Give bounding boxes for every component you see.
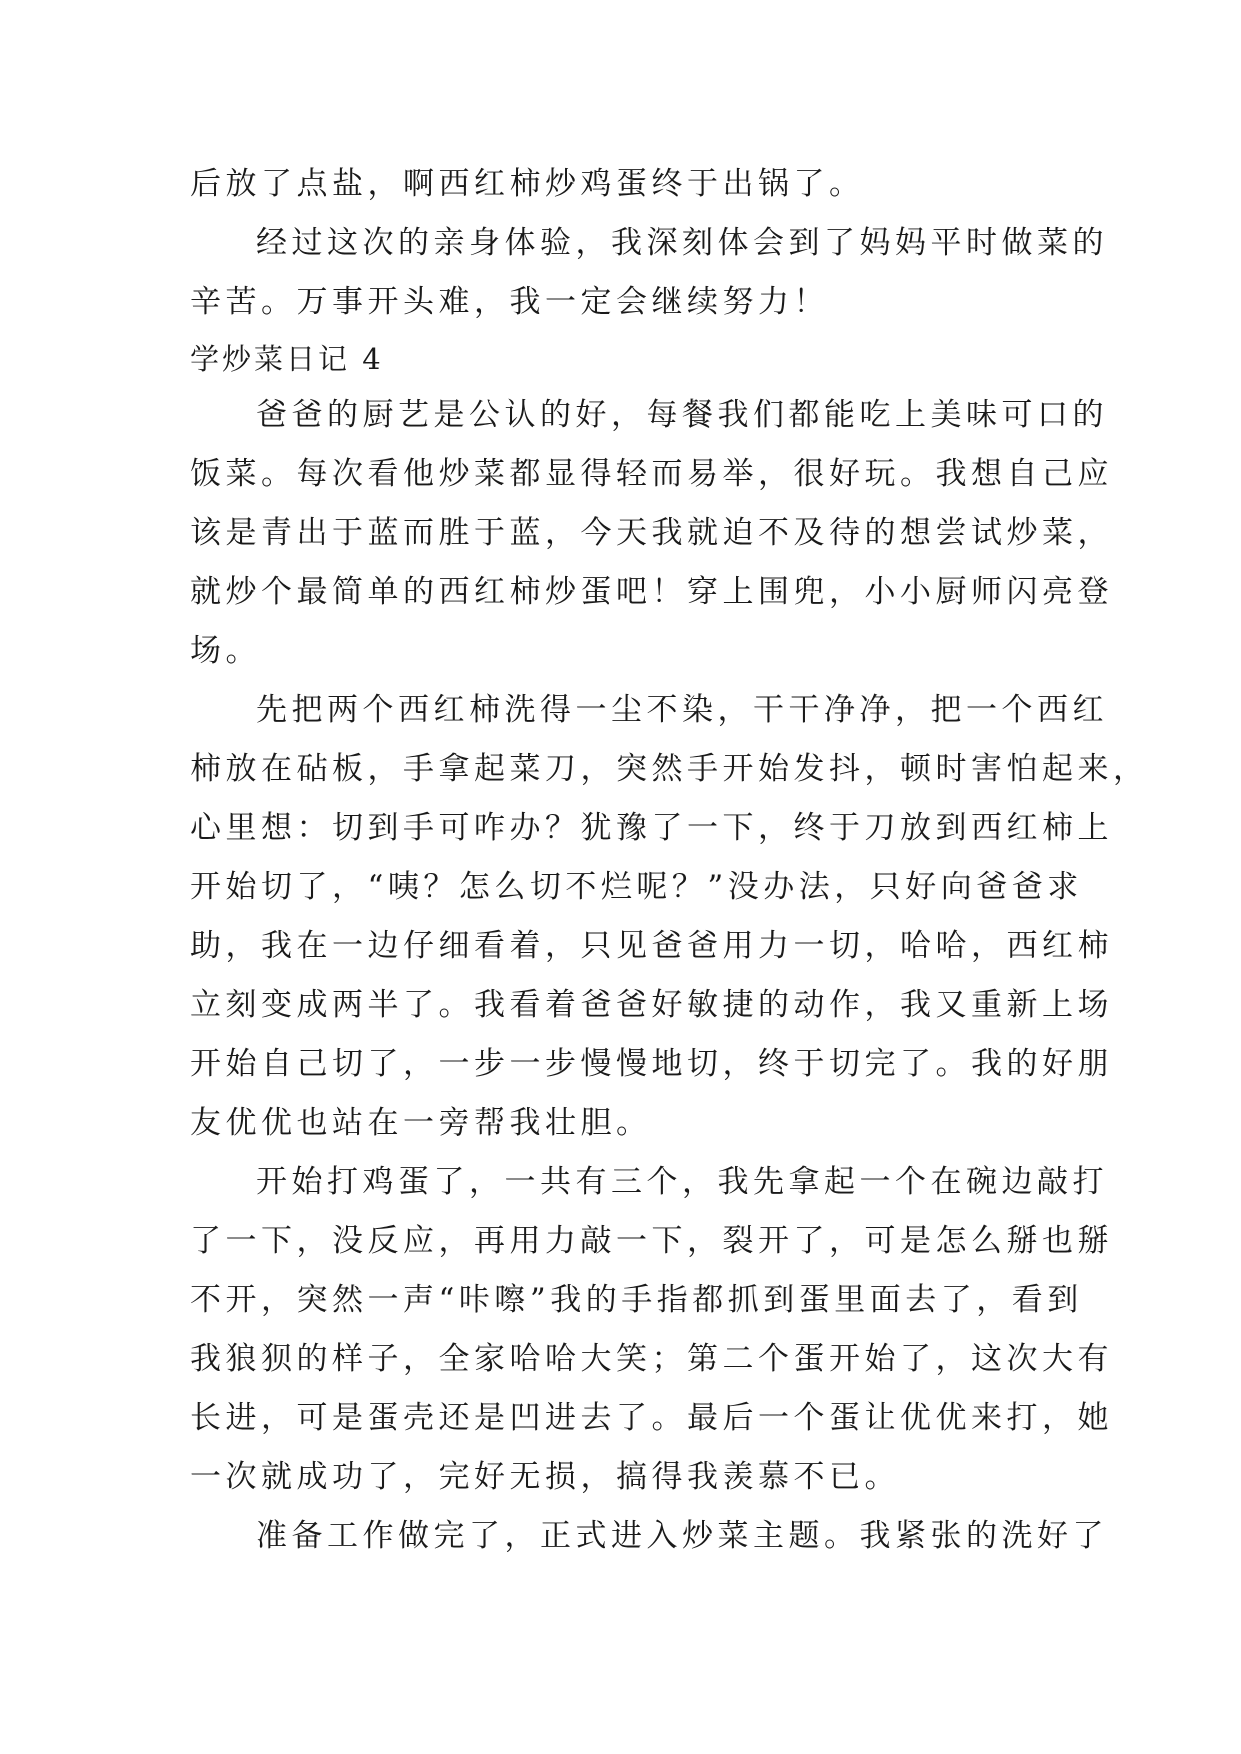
section-heading: 学炒菜日记 4 [190, 342, 384, 376]
text-line: 不开，突然一声“咔嚓”我的手指都抓到蛋里面去了，看到 [190, 1282, 1083, 1318]
text-line: 柿放在砧板，手拿起菜刀，突然手开始发抖，顿时害怕起来， [190, 751, 1149, 787]
text-line: 爸爸的厨艺是公认的好，每餐我们都能吃上美味可口的 [256, 397, 1108, 433]
text-line: 长进，可是蛋壳还是凹进去了。最后一个蛋让优优来打，她 [190, 1400, 1113, 1436]
text-line: 助，我在一边仔细看着，只见爸爸用力一切，哈哈，西红柿 [190, 928, 1113, 964]
text-line: 先把两个西红柿洗得一尘不染，干干净净，把一个西红 [256, 692, 1108, 728]
text-line: 饭菜。每次看他炒菜都显得轻而易举，很好玩。我想自己应 [190, 456, 1113, 492]
text-line: 经过这次的亲身体验，我深刻体会到了妈妈平时做菜的 [256, 225, 1108, 261]
text-line: 场。 [190, 633, 261, 669]
paragraph [190, 1153, 1113, 1507]
text-line: 友优优也站在一旁帮我壮胆。 [190, 1105, 652, 1141]
text-line: 该是青出于蓝而胜于蓝，今天我就迫不及待的想尝试炒菜， [190, 515, 1113, 551]
text-line: 开始切了，“咦？怎么切不烂呢？”没办法，只好向爸爸求 [190, 869, 1083, 905]
text-line: 就炒个最简单的西红柿炒蛋吧！穿上围兜，小小厨师闪亮登 [190, 574, 1113, 610]
paragraph [190, 386, 1113, 681]
text-line: 一次就成功了，完好无损，搞得我羡慕不已。 [190, 1459, 900, 1495]
text-line: 辛苦。万事开头难，我一定会继续努力！ [190, 284, 829, 320]
text-line: 后放了点盐，啊西红柿炒鸡蛋终于出锅了。 [190, 166, 865, 202]
text-line: 了一下，没反应，再用力敲一下，裂开了，可是怎么掰也掰 [190, 1223, 1113, 1259]
text-line: 立刻变成两半了。我看着爸爸好敏捷的动作，我又重新上场 [190, 987, 1113, 1023]
document-body [190, 155, 1149, 1566]
text-line: 我狼狈的样子，全家哈哈大笑；第二个蛋开始了，这次大有 [190, 1341, 1113, 1377]
paragraph [190, 155, 1050, 214]
text-line: 心里想：切到手可咋办？犹豫了一下，终于刀放到西红柿上 [190, 810, 1113, 846]
text-line: 开始打鸡蛋了，一共有三个，我先拿起一个在碗边敲打 [256, 1164, 1108, 1200]
paragraph [190, 214, 1108, 332]
text-line: 准备工作做完了，正式进入炒菜主题。我紧张的洗好了 [256, 1518, 1108, 1554]
paragraph [190, 1507, 1108, 1566]
paragraph [190, 681, 1149, 1153]
text-line: 开始自己切了，一步一步慢慢地切，终于切完了。我的好朋 [190, 1046, 1113, 1082]
